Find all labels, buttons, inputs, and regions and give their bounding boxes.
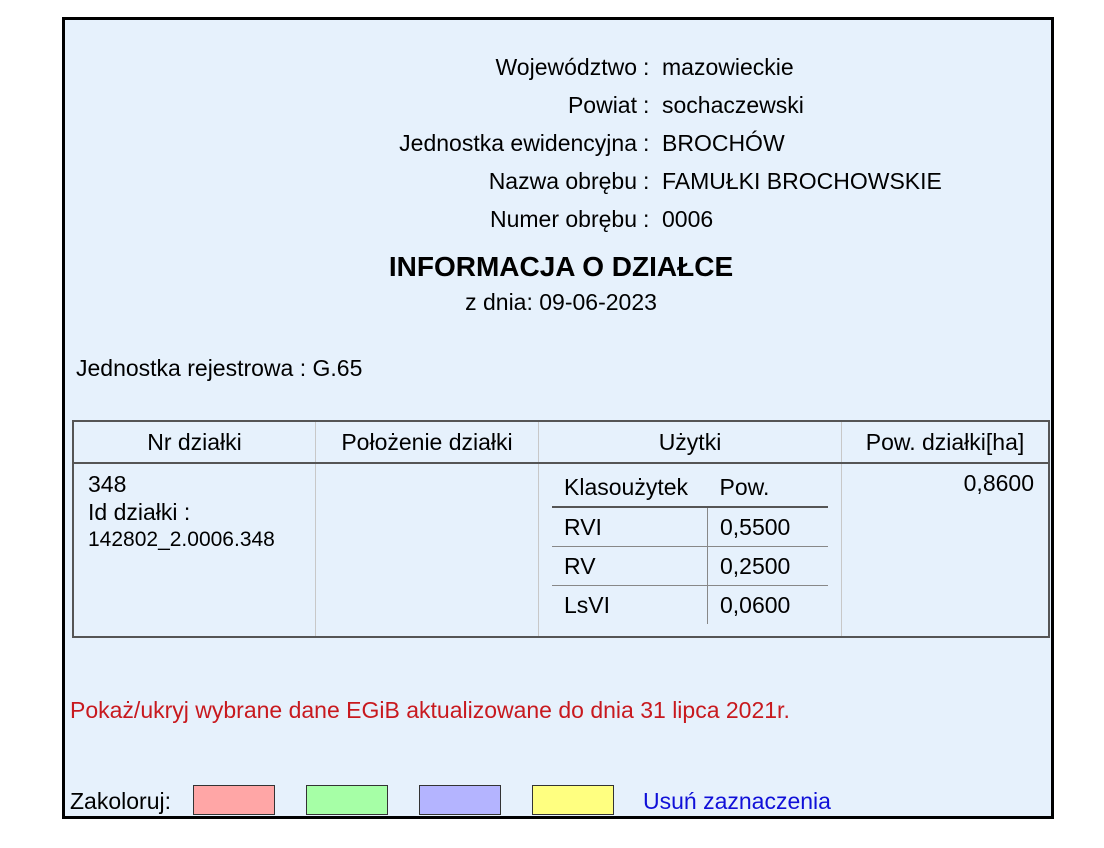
color-swatch-yellow[interactable] — [532, 785, 614, 815]
land-use-class: RV — [552, 547, 708, 586]
precinct-number-value: 0006 — [662, 206, 714, 232]
land-use-area: 0,5500 — [708, 507, 829, 547]
location-row-voivodeship — [65, 48, 1051, 86]
county-label: Powiat — [567, 92, 637, 118]
land-use-class: RVI — [552, 507, 708, 547]
county-value: sochaczewski — [662, 92, 804, 118]
clear-selection-link[interactable]: Usuń zaznaczenia — [643, 788, 831, 814]
voivodeship-value: mazowieckie — [662, 54, 794, 80]
voivodeship-label: Województwo — [495, 54, 637, 80]
header-parcel-area: Pow. działki[ha] — [842, 421, 1050, 463]
land-use-table — [552, 468, 828, 624]
land-use-header-row — [552, 468, 828, 507]
parcel-number-cell — [73, 463, 316, 637]
location-row-precinct-name — [65, 162, 1051, 200]
page-title: INFORMACJA O DZIAŁCE — [388, 251, 734, 282]
registry-unit-label: Jednostka ewidencyjna — [399, 130, 637, 156]
report-date: z dnia: 09-06-2023 — [465, 289, 657, 315]
colorize-bar — [70, 784, 831, 818]
color-swatch-red[interactable] — [193, 785, 275, 815]
separator: : — [643, 206, 650, 232]
land-use-row — [552, 586, 828, 625]
parcel-area: 0,8600 — [963, 470, 1034, 496]
parcel-id-label: Id działki : — [88, 499, 191, 525]
land-use-area: 0,0600 — [720, 591, 791, 618]
land-use-header-class: Klasoużytek — [552, 468, 708, 507]
precinct-name-label: Nazwa obrębu — [488, 168, 637, 194]
location-row-county — [65, 86, 1051, 124]
parcel-table — [72, 420, 1050, 638]
land-use-class: LsVI — [552, 586, 708, 625]
parcel-info-panel — [62, 17, 1054, 819]
parcel-id-value: 142802_2.0006.348 — [88, 528, 275, 551]
separator: : — [643, 130, 650, 156]
header-parcel-location: Położenie działki — [316, 421, 539, 463]
header-parcel-number: Nr działki — [73, 421, 316, 463]
location-row-precinct-number — [65, 200, 1051, 238]
land-use-row — [552, 507, 828, 547]
parcel-number: 348 — [88, 471, 127, 497]
land-use-cell — [539, 463, 842, 637]
registry-unit-value: BROCHÓW — [662, 130, 785, 156]
precinct-number-label: Numer obrębu — [489, 206, 637, 232]
color-swatch-blue[interactable] — [419, 785, 501, 815]
location-row-registry-unit — [65, 124, 1051, 162]
colorize-label: Zakoloruj: — [70, 788, 171, 814]
table-header-row — [73, 421, 1049, 463]
parcel-area-cell — [842, 463, 1050, 637]
precinct-name-value: FAMUŁKI BROCHOWSKIE — [662, 168, 942, 194]
land-use-area: 0,2500 — [708, 547, 829, 586]
land-use-row — [552, 547, 828, 586]
separator: : — [643, 54, 650, 80]
table-row — [73, 463, 1049, 637]
color-swatch-green[interactable] — [306, 785, 388, 815]
separator: : — [643, 168, 650, 194]
register-unit: Jednostka rejestrowa : G.65 — [76, 355, 363, 381]
header-land-use: Użytki — [539, 421, 842, 463]
egib-toggle-link[interactable]: Pokaż/ukryj wybrane dane EGiB aktualizowane do dnia 31 lipca 2021r. — [70, 697, 790, 723]
parcel-location-cell — [316, 463, 539, 637]
land-use-header-area: Pow. — [708, 468, 829, 507]
separator: : — [643, 92, 650, 118]
